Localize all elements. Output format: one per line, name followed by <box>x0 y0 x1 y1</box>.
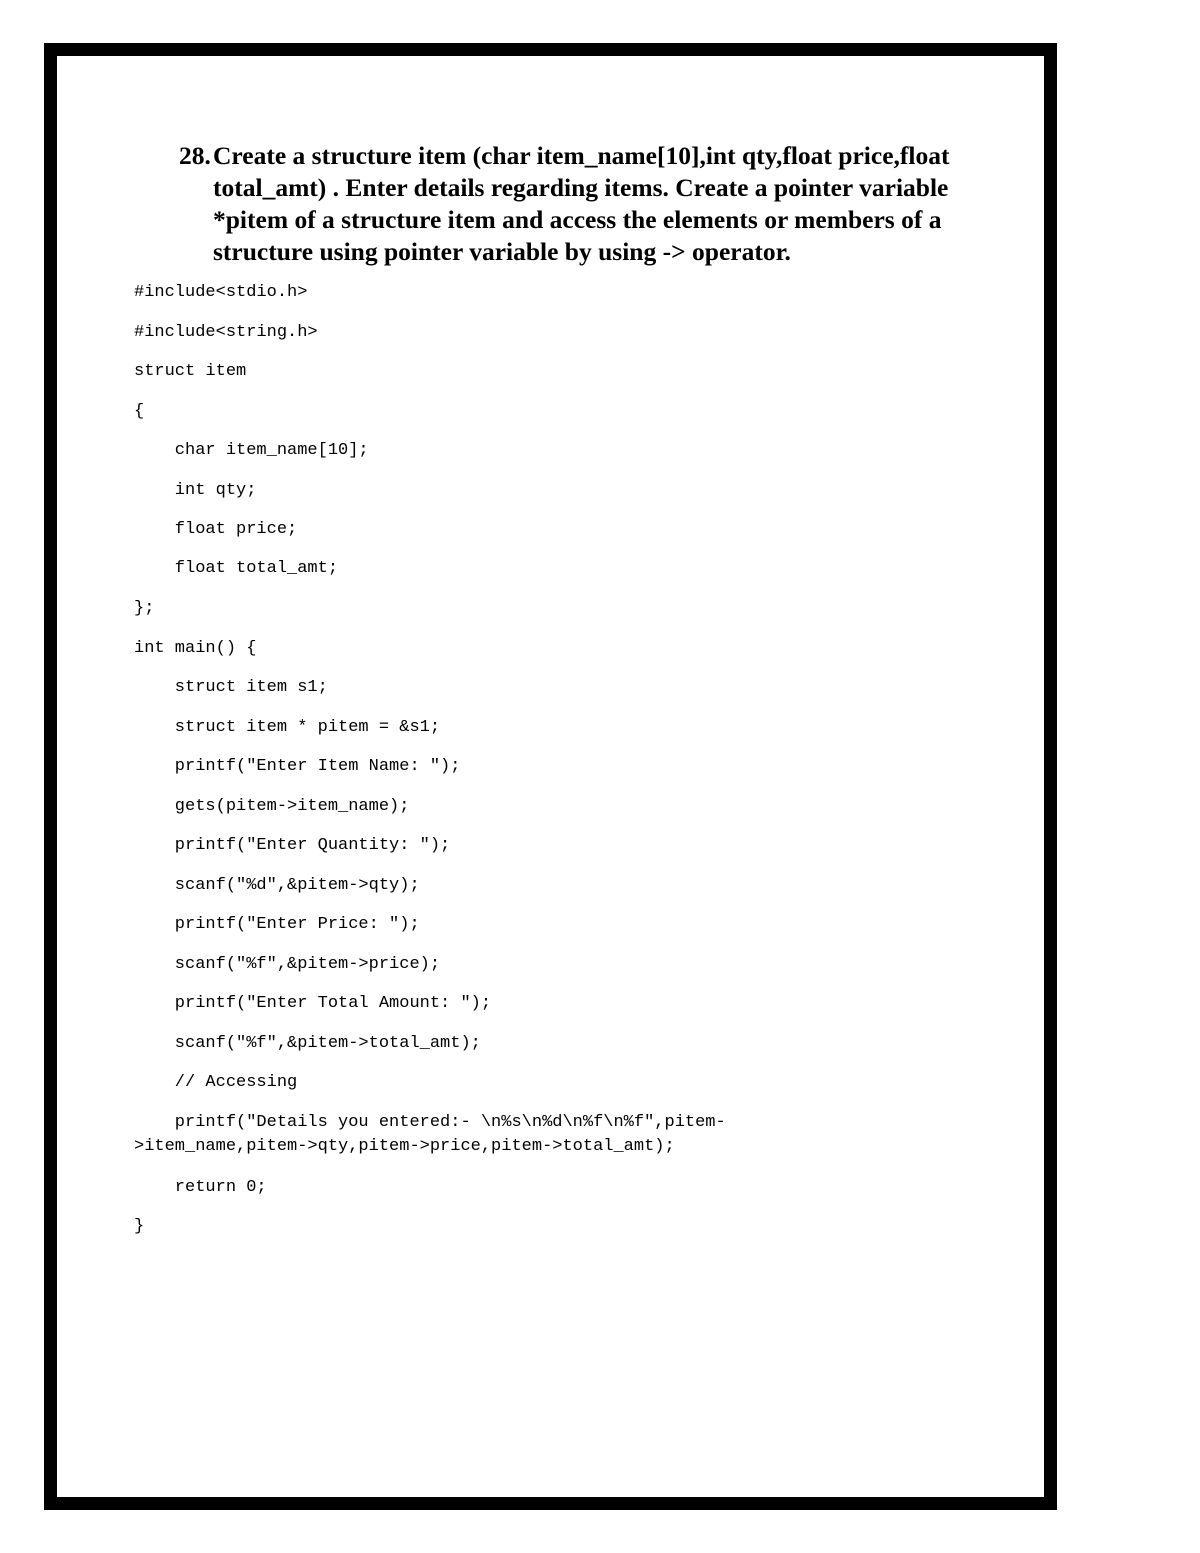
code-line: scanf("%d",&pitem->qty); <box>134 876 420 895</box>
question-number: 28. <box>179 141 211 170</box>
code-line: printf("Enter Total Amount: "); <box>134 994 492 1013</box>
question-line-text: Create a structure item (char item_name[10],int qty,float price,float <box>213 141 950 170</box>
question-line <box>179 140 979 172</box>
code-line: scanf("%f",&pitem->price); <box>134 955 441 974</box>
question-line: total_amt) . Enter details regarding items. Create a pointer variable <box>213 173 949 202</box>
question-line: structure using pointer variable by using -> operator. <box>213 237 791 266</box>
code-line: #include<string.h> <box>134 323 318 342</box>
code-line: int main() { <box>134 639 257 658</box>
code-line: int qty; <box>134 481 257 500</box>
code-line: struct item s1; <box>134 678 328 697</box>
code-line: { <box>134 402 145 421</box>
code-line: float price; <box>134 520 298 539</box>
code-line: // Accessing <box>134 1073 298 1092</box>
question-line: *pitem of a structure item and access the elements or members of a <box>213 205 942 234</box>
code-line: char item_name[10]; <box>134 441 369 460</box>
question-text <box>179 140 979 268</box>
code-line: printf("Enter Item Name: "); <box>134 757 461 776</box>
code-line: struct item * pitem = &s1; <box>134 718 441 737</box>
code-line: return 0; <box>134 1178 267 1197</box>
code-line: struct item <box>134 362 247 381</box>
code-line: scanf("%f",&pitem->total_amt); <box>134 1034 481 1053</box>
code-line: gets(pitem->item_name); <box>134 797 410 816</box>
code-line: printf("Enter Price: "); <box>134 915 420 934</box>
code-line: #include<stdio.h> <box>134 283 308 302</box>
code-line: } <box>134 1217 145 1236</box>
code-line: printf("Enter Quantity: "); <box>134 836 451 855</box>
code-line: }; <box>134 599 155 618</box>
code-line: >item_name,pitem->qty,pitem->price,pitem->total_amt); <box>134 1137 675 1156</box>
code-line: printf("Details you entered:- \n%s\n%d\n%f\n%f",pitem- <box>134 1113 726 1132</box>
code-line: float total_amt; <box>134 559 339 578</box>
page-frame <box>44 43 1057 1510</box>
